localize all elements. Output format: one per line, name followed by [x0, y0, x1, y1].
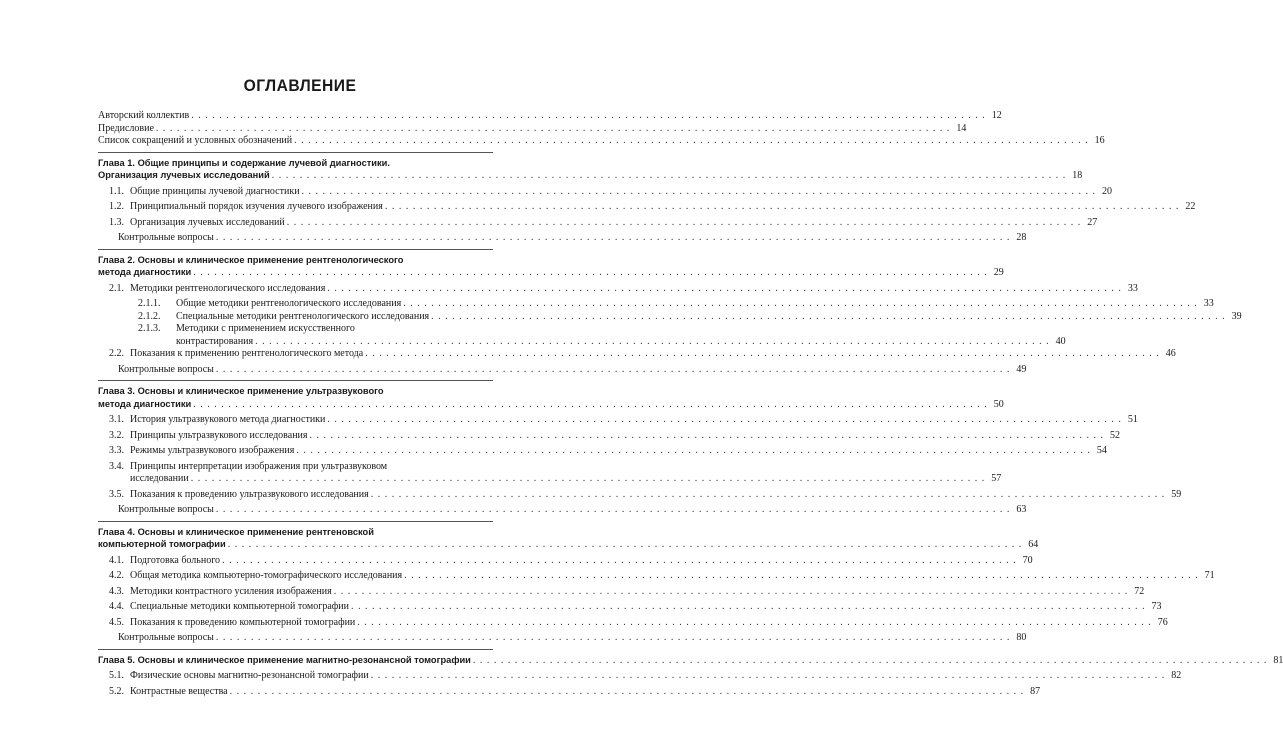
page-number: 51 — [1127, 414, 1138, 425]
page-number: 39 — [1231, 310, 1242, 322]
dot-leader: . . . . . . . . . . . . . . . . . . . . . . . . . . . . . . . . . . . . . . . . . . . . . . . . . . . . . . . . . . . . . . . . . . . . . . . . . . . . . . . . . . . . . . . . . . . . . . . . . . . . . . . . . . . . . . . . . . — [286, 216, 1082, 228]
entry-number: 2.1.2. — [138, 310, 161, 322]
dot-leader: . . . . . . . . . . . . . . . . . . . . . . . . . . . . . . . . . . . . . . . . . . . . . . . . . . . . . . . . . . . . . . . . . . . . . . . . . . . . . . . . . . . . . . . . . . . . . . . . . . . . . . . . . . . . . . . . . . — [191, 110, 986, 121]
page-number: 59 — [1171, 488, 1182, 500]
entry-title: метода диагностики — [98, 398, 192, 409]
section-entry — [98, 670, 1182, 683]
entry-number: 1.2. — [109, 201, 124, 212]
dot-leader: . . . . . . . . . . . . . . . . . . . . . . . . . . . . . . . . . . . . . . . . . . . . . . . . . . . . . . . . . . . . . . . . . . . . . . . . . . . . . . . . . . . . . . . . . . . . . . . . . . . . . . . . . . . . . . . . . . — [309, 429, 1104, 441]
entry-title: Контрастные вещества — [130, 685, 228, 697]
dot-leader: . . . . . . . . . . . . . . . . . . . . . . . . . . . . . . . . . . . . . . . . . . . . . . . . . . . . . . . . . . . . . . . . . . . . . . . . . . . . . . . . . . . . . . . . . . . . . . . . . . . . . . . . . . . . . . . . . . — [384, 201, 1180, 212]
entry-number: 4.5. — [109, 616, 124, 628]
dot-leader: . . . . . . . . . . . . . . . . . . . . . . . . . . . . . . . . . . . . . . . . . . . . . . . . . . . . . . . . . . . . . . . . . . . . . . . . . . . . . . . . . . . . . . . . . . . . . . . . . . . . . . . . . . . . . . . . . . — [403, 298, 1198, 309]
entry-title: Специальные методики рентгенологического исследования — [176, 310, 430, 322]
dot-leader: . . . . . . . . . . . . . . . . . . . . . . . . . . . . . . . . . . . . . . . . . . . . . . . . . . . . . . . . . . . . . . . . . . . . . . . . . . . . . . . . . . . . . . . . . . . . . . . . . . . . . . . . . . . . . . . . . . — [215, 504, 1011, 515]
entry-number: 5.2. — [109, 685, 124, 697]
chapter-title: Глава 2. Основы и клиническое применение рентгенологического — [98, 254, 404, 265]
page-number: 57 — [991, 473, 1002, 484]
entry-number: 4.2. — [109, 570, 124, 581]
review-questions-entry — [98, 232, 1027, 245]
section-entry — [98, 216, 1098, 230]
dot-leader: . . . . . . . . . . . . . . . . . . . . . . . . . . . . . . . . . . . . . . . . . . . . . . . . . . . . . . . . . . . . . . . . . . . . . . . . . . . . . . . . . . . . . . . . . . . . . . . . . . . . . . . . . . . . . . . . . . — [370, 488, 1166, 500]
entry-title: Специальные методики компьютерной томографии — [130, 601, 349, 612]
section-entry — [98, 601, 1162, 614]
entry-number: 5.1. — [109, 670, 124, 681]
entry-title: исследовании — [130, 473, 189, 484]
section-entry — [98, 201, 1196, 214]
entry-title: Методики рентгенологического исследования — [130, 282, 326, 294]
dot-leader: . . . . . . . . . . . . . . . . . . . . . . . . . . . . . . . . . . . . . . . . . . . . . . . . . . . . . . . . . . . . . . . . . . . . . . . . . . . . . . . . . . . . . . . . . . . . . . . . . . . . . . . . . . . . . . . . . . — [296, 445, 1091, 456]
section-entry-continued — [98, 473, 1002, 486]
front-entry — [98, 135, 1105, 148]
page-number: 63 — [1016, 504, 1027, 515]
entry-title: Методики с применением искусственного — [176, 323, 355, 334]
entry-title: Показания к применению рентгенологического метода — [130, 348, 364, 359]
chapter-divider — [98, 249, 493, 250]
entry-title: История ультразвукового метода диагностики — [130, 414, 326, 425]
dot-leader: . . . . . . . . . . . . . . . . . . . . . . . . . . . . . . . . . . . . . . . . . . . . . . . . . . . . . . . . . . . . . . . . . . . . . . . . . . . . . . . . . . . . . . . . . . . . . . . . . . . . . . . . . . . . . . . . . . — [215, 363, 1011, 375]
subsection-entry — [98, 298, 1214, 311]
dot-leader: . . . . . . . . . . . . . . . . . . . . . . . . . . . . . . . . . . . . . . . . . . . . . . . . . . . . . . . . . . . . . . . . . . . . . . . . . . . . . . . . . . . . . . . . . . . . . . . . . . . . . . . . . . . . . . . . . . — [193, 398, 988, 410]
entry-number: 4.1. — [109, 554, 124, 566]
dot-leader: . . . . . . . . . . . . . . . . . . . . . . . . . . . . . . . . . . . . . . . . . . . . . . . . . . . . . . . . . . . . . . . . . . . . . . . . . . . . . . . . . . . . . . . . . . . . . . . . . . . . . . . . . . . . . . . . . . — [155, 122, 951, 134]
chapter-heading — [98, 169, 1083, 183]
page-number: 52 — [1110, 429, 1120, 441]
dot-leader: . . . . . . . . . . . . . . . . . . . . . . . . . . . . . . . . . . . . . . . . . . . . . . . . . . . . . . . . . . . . . . . . . . . . . . . . . . . . . . . . . . . . . . . . . . . . . . . . . . . . . . . . . . . . . . . . . . — [301, 185, 1097, 197]
chapter-title: Глава 4. Основы и клиническое применение рентгеновской — [98, 526, 374, 537]
entry-number: 3.1. — [109, 414, 124, 425]
entry-number: 3.3. — [109, 445, 124, 456]
section-entry — [98, 461, 493, 474]
review-questions-entry — [98, 363, 1027, 377]
page-number: 28 — [1016, 232, 1027, 243]
entry-title: Контрольные вопросы — [118, 504, 214, 515]
entry-title: Организация лучевых исследований — [98, 170, 270, 180]
entry-title: компьютерной томографии — [98, 539, 226, 549]
dot-leader: . . . . . . . . . . . . . . . . . . . . . . . . . . . . . . . . . . . . . . . . . . . . . . . . . . . . . . . . . . . . . . . . . . . . . . . . . . . . . . . . . . . . . . . . . . . . . . . . . . . . . . . . . . . . . . . . . . — [271, 170, 1067, 181]
entry-title: Общие методики рентгенологического исследования — [176, 298, 402, 309]
section-entry — [98, 616, 1168, 630]
page-number: 14 — [956, 122, 967, 134]
section-entry — [98, 554, 1033, 568]
dot-leader: . . . . . . . . . . . . . . . . . . . . . . . . . . . . . . . . . . . . . . . . . . . . . . . . . . . . . . . . . . . . . . . . . . . . . . . . . . . . . . . . . . . . . . . . . . . . . . . . . . . . . . . . . . . . . . . . . . — [327, 414, 1122, 425]
page-number: 76 — [1157, 616, 1168, 628]
page-number: 54 — [1096, 445, 1107, 456]
entry-title: Физические основы магнитно-резонансной томографии — [130, 670, 369, 681]
subsection-entry — [98, 323, 493, 336]
entry-number: 2.2. — [109, 348, 124, 359]
dot-leader: . . . . . . . . . . . . . . . . . . . . . . . . . . . . . . . . . . . . . . . . . . . . . . . . . . . . . . . . . . . . . . . . . . . . . . . . . . . . . . . . . . . . . . . . . . . . . . . . . . . . . . . . . . . . . . . . . . — [193, 267, 988, 278]
entry-number: 1.3. — [109, 216, 124, 228]
chapter-title: Глава 3. Основы и клиническое применение ультразвукового — [98, 386, 384, 396]
dot-leader: . . . . . . . . . . . . . . . . . . . . . . . . . . . . . . . . . . . . . . . . . . . . . . . . . . . . . . . . . . . . . . . . . . . . . . . . . . . . . . . . . . . . . . . . . . . . . . . . . . . . . . . . . . . . . . . . . . — [255, 335, 1050, 347]
page-number: 73 — [1151, 601, 1162, 612]
dot-leader: . . . . . . . . . . . . . . . . . . . . . . . . . . . . . . . . . . . . . . . . . . . . . . . . . . . . . . . . . . . . . . . . . . . . . . . . . . . . . . . . . . . . . . . . . . . . . . . . . . . . . . . . . . . . . . . . . . — [350, 601, 1146, 612]
entry-title: контрастирования — [176, 335, 254, 347]
entry-number: 2.1.1. — [138, 298, 161, 309]
entry-number: 4.3. — [109, 585, 124, 597]
section-entry — [98, 685, 1041, 699]
entry-title: Авторский коллектив — [98, 110, 190, 121]
dot-leader: . . . . . . . . . . . . . . . . . . . . . . . . . . . . . . . . . . . . . . . . . . . . . . . . . . . . . . . . . . . . . . . . . . . . . . . . . . . . . . . . . . . . . . . . . . . . . . . . . . . . . . . . . . . . . . . . . . — [472, 654, 1268, 666]
page-number: 22 — [1185, 201, 1196, 212]
entry-title: Принципы интерпретации изображения при ультразвуковом — [130, 460, 388, 472]
page-number: 46 — [1165, 348, 1176, 359]
page-number: 70 — [1022, 554, 1033, 566]
page-number: 12 — [991, 110, 1002, 121]
chapter-heading — [98, 538, 1039, 552]
chapter-divider — [98, 649, 493, 650]
page-number: 27 — [1087, 216, 1098, 228]
entry-title: Подготовка больного — [130, 554, 221, 566]
chapter-title: Глава 1. Общие принципы и содержание лучевой диагностики. — [98, 157, 390, 168]
dot-leader: . . . . . . . . . . . . . . . . . . . . . . . . . . . . . . . . . . . . . . . . . . . . . . . . . . . . . . . . . . . . . . . . . . . . . . . . . . . . . . . . . . . . . . . . . . . . . . . . . . . . . . . . . . . . . . . . . . — [215, 232, 1011, 243]
page-number: 33 — [1203, 298, 1214, 309]
dot-leader: . . . . . . . . . . . . . . . . . . . . . . . . . . . . . . . . . . . . . . . . . . . . . . . . . . . . . . . . . . . . . . . . . . . . . . . . . . . . . . . . . . . . . . . . . . . . . . . . . . . . . . . . . . . . . . . . . . — [431, 310, 1226, 322]
entry-title: Список сокращений и условных обозначений — [98, 135, 293, 146]
entry-title: Показания к проведению ультразвукового исследования — [130, 488, 369, 500]
entry-title: Глава 5. Основы и клиническое применение магнитно-резонансной томографии — [98, 654, 471, 665]
dot-leader: . . . . . . . . . . . . . . . . . . . . . . . . . . . . . . . . . . . . . . . . . . . . . . . . . . . . . . . . . . . . . . . . . . . . . . . . . . . . . . . . . . . . . . . . . . . . . . . . . . . . . . . . . . . . . . . . . . — [327, 282, 1122, 294]
dot-leader: . . . . . . . . . . . . . . . . . . . . . . . . . . . . . . . . . . . . . . . . . . . . . . . . . . . . . . . . . . . . . . . . . . . . . . . . . . . . . . . . . . . . . . . . . . . . . . . . . . . . . . . . . . . . . . . . . . — [404, 570, 1199, 581]
entry-title: Контрольные вопросы — [118, 363, 214, 375]
dot-leader: . . . . . . . . . . . . . . . . . . . . . . . . . . . . . . . . . . . . . . . . . . . . . . . . . . . . . . . . . . . . . . . . . . . . . . . . . . . . . . . . . . . . . . . . . . . . . . . . . . . . . . . . . . . . . . . . . . — [370, 670, 1166, 681]
entry-number: 3.4. — [109, 460, 124, 472]
section-entry — [98, 282, 1138, 296]
dot-leader: . . . . . . . . . . . . . . . . . . . . . . . . . . . . . . . . . . . . . . . . . . . . . . . . . . . . . . . . . . . . . . . . . . . . . . . . . . . . . . . . . . . . . . . . . . . . . . . . . . . . . . . . . . . . . . . . . . — [365, 348, 1160, 359]
page-title: ОГЛАВЛЕНИЕ — [243, 76, 357, 95]
entry-title: Принципиальный порядок изучения лучевого изображения — [130, 201, 383, 212]
chapter-heading — [98, 654, 1283, 668]
dot-leader: . . . . . . . . . . . . . . . . . . . . . . . . . . . . . . . . . . . . . . . . . . . . . . . . . . . . . . . . . . . . . . . . . . . . . . . . . . . . . . . . . . . . . . . . . . . . . . . . . . . . . . . . . . . . . . . . . . — [227, 539, 1023, 550]
page-number: 82 — [1171, 670, 1182, 681]
entry-title: метода диагностики — [98, 267, 192, 277]
section-entry — [98, 445, 1107, 458]
section-entry — [98, 570, 1215, 583]
subsection-entry — [98, 310, 1242, 324]
page-number: 71 — [1204, 570, 1215, 581]
chapter-divider — [98, 521, 493, 522]
page-number: 72 — [1134, 585, 1145, 597]
section-entry — [98, 414, 1138, 427]
dot-leader: . . . . . . . . . . . . . . . . . . . . . . . . . . . . . . . . . . . . . . . . . . . . . . . . . . . . . . . . . . . . . . . . . . . . . . . . . . . . . . . . . . . . . . . . . . . . . . . . . . . . . . . . . . . . . . . . . . — [215, 632, 1011, 643]
section-entry — [98, 185, 1113, 199]
section-entry — [98, 488, 1182, 502]
subsection-entry-continued — [98, 335, 1066, 349]
entry-title: Контрольные вопросы — [118, 632, 214, 643]
dot-leader: . . . . . . . . . . . . . . . . . . . . . . . . . . . . . . . . . . . . . . . . . . . . . . . . . . . . . . . . . . . . . . . . . . . . . . . . . . . . . . . . . . . . . . . . . . . . . . . . . . . . . . . . . . . . . . . . . . — [190, 473, 986, 484]
section-entry — [98, 585, 1145, 599]
entry-number: 2.1. — [109, 282, 124, 294]
chapter-divider — [98, 152, 493, 153]
entry-title: Методики контрастного усиления изображения — [130, 585, 332, 597]
entry-number: 3.2. — [109, 429, 124, 441]
entry-title: Показания к проведению компьютерной томографии — [130, 616, 356, 628]
front-entry — [98, 122, 967, 136]
page-number: 20 — [1102, 185, 1113, 197]
review-questions-entry — [98, 504, 1027, 517]
page-number: 33 — [1127, 282, 1138, 294]
page-number: 64 — [1028, 539, 1039, 550]
entry-title: Общая методика компьютерно-томографического исследования — [130, 570, 403, 581]
table-of-contents — [98, 110, 1283, 701]
chapter-divider — [98, 380, 493, 381]
spacer — [98, 698, 493, 701]
dot-leader: . . . . . . . . . . . . . . . . . . . . . . . . . . . . . . . . . . . . . . . . . . . . . . . . . . . . . . . . . . . . . . . . . . . . . . . . . . . . . . . . . . . . . . . . . . . . . . . . . . . . . . . . . . . . . . . . . . — [229, 685, 1025, 697]
entry-number: 1.1. — [109, 185, 124, 197]
entry-title: Принципы ультразвукового исследования — [130, 429, 308, 441]
page-number: 40 — [1055, 335, 1066, 347]
page-number: 50 — [993, 398, 1004, 410]
entry-title: Организация лучевых исследований — [130, 216, 285, 228]
entry-number: 4.4. — [109, 601, 124, 612]
page-number: 80 — [1016, 632, 1027, 643]
chapter-heading — [98, 266, 1004, 280]
entry-title: Контрольные вопросы — [118, 232, 214, 243]
entry-title: Предисловие — [98, 122, 154, 134]
dot-leader: . . . . . . . . . . . . . . . . . . . . . . . . . . . . . . . . . . . . . . . . . . . . . . . . . . . . . . . . . . . . . . . . . . . . . . . . . . . . . . . . . . . . . . . . . . . . . . . . . . . . . . . . . . . . . . . . . . — [222, 554, 1017, 566]
chapter-heading — [98, 398, 1004, 412]
entry-title: Общие принципы лучевой диагностики — [130, 185, 300, 197]
page-number: 18 — [1072, 170, 1083, 181]
page-number: 81 — [1273, 654, 1283, 666]
front-entry — [98, 110, 1002, 123]
entry-number: 3.5. — [109, 488, 124, 500]
page-number: 16 — [1094, 135, 1105, 146]
entry-number: 2.1.3. — [138, 323, 161, 334]
section-entry — [98, 429, 1120, 443]
page-number: 87 — [1030, 685, 1041, 697]
dot-leader: . . . . . . . . . . . . . . . . . . . . . . . . . . . . . . . . . . . . . . . . . . . . . . . . . . . . . . . . . . . . . . . . . . . . . . . . . . . . . . . . . . . . . . . . . . . . . . . . . . . . . . . . . . . . . . . . . . — [294, 135, 1089, 146]
section-entry — [98, 348, 1176, 361]
dot-leader: . . . . . . . . . . . . . . . . . . . . . . . . . . . . . . . . . . . . . . . . . . . . . . . . . . . . . . . . . . . . . . . . . . . . . . . . . . . . . . . . . . . . . . . . . . . . . . . . . . . . . . . . . . . . . . . . . . — [333, 585, 1129, 597]
dot-leader: . . . . . . . . . . . . . . . . . . . . . . . . . . . . . . . . . . . . . . . . . . . . . . . . . . . . . . . . . . . . . . . . . . . . . . . . . . . . . . . . . . . . . . . . . . . . . . . . . . . . . . . . . . . . . . . . . . — [357, 616, 1152, 628]
entry-title: Режимы ультразвукового изображения — [130, 445, 295, 456]
page-number: 49 — [1016, 363, 1027, 375]
page-number: 29 — [993, 267, 1004, 278]
review-questions-entry — [98, 632, 1027, 645]
